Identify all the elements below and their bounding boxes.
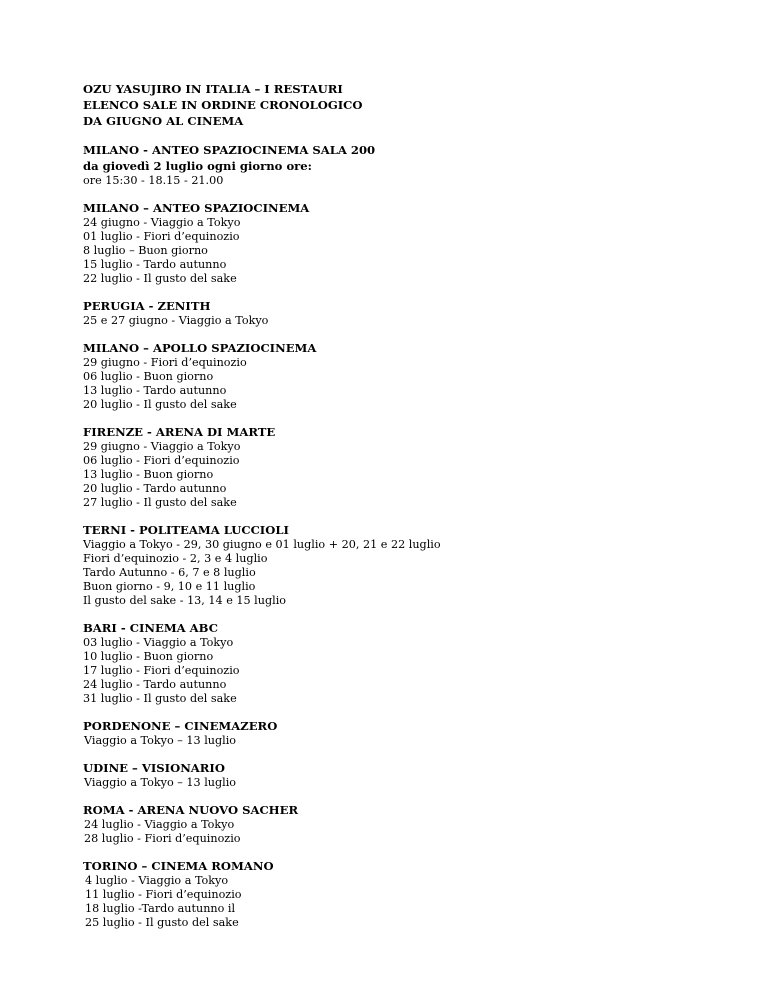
schedule-entry: 01 luglio - Fiori d’equinozio: [83, 230, 240, 243]
schedule-entry: Viaggio a Tokyo - 29, 30 giugno e 01 luglio + 20, 21 e 22 luglio: [83, 538, 441, 551]
schedule-entry: 24 giugno - Viaggio a Tokyo: [83, 216, 241, 229]
schedule-entry: Viaggio a Tokyo – 13 luglio: [84, 776, 237, 789]
section-title: PORDENONE – CINEMAZERO: [83, 719, 278, 733]
schedule-entry: 24 luglio - Tardo autunno: [83, 678, 227, 691]
section-title: UDINE – VISIONARIO: [83, 761, 225, 775]
section-title: ROMA - ARENA NUOVO SACHER: [83, 803, 299, 817]
header-subtitle: ELENCO SALE IN ORDINE CRONOLOGICO: [83, 98, 363, 112]
schedule-entry: Il gusto del sake - 13, 14 e 15 luglio: [83, 594, 287, 607]
section-terni-politeama: [83, 522, 723, 608]
schedule-entry: 25 e 27 giugno - Viaggio a Tokyo: [83, 314, 269, 327]
schedule-entry: 25 luglio - Il gusto del sake: [85, 916, 239, 929]
section-title: MILANO – APOLLO SPAZIOCINEMA: [83, 341, 317, 355]
schedule-entry: 15 luglio - Tardo autunno: [83, 258, 227, 271]
section-title: BARI - CINEMA ABC: [83, 621, 218, 635]
schedule-entry: Buon giorno - 9, 10 e 11 luglio: [83, 580, 256, 593]
schedule-entry: 18 luglio -Tardo autunno il: [85, 902, 236, 915]
section-title: FIRENZE - ARENA DI MARTE: [83, 425, 276, 439]
section-milano-anteo: [83, 200, 723, 286]
schedule-entry: 24 luglio - Viaggio a Tokyo: [84, 818, 235, 831]
schedule-entry: 29 giugno - Fiori d’equinozio: [83, 356, 247, 369]
section-roma-nuovo-sacher: [83, 802, 723, 846]
schedule-entry: 28 luglio - Fiori d’equinozio: [84, 832, 241, 845]
schedule-entry: 17 luglio - Fiori d’equinozio: [83, 664, 240, 677]
schedule-entry: 20 luglio - Il gusto del sake: [83, 398, 237, 411]
schedule-entry: 13 luglio - Buon giorno: [83, 468, 214, 481]
section-subtitle: da giovedì 2 luglio ogni giorno ore:: [83, 159, 312, 173]
section-udine-visionario: [83, 760, 723, 790]
schedule-entry: ore 15:30 - 18.15 - 21.00: [83, 174, 224, 187]
schedule-entry: Viaggio a Tokyo – 13 luglio: [84, 734, 237, 747]
schedule-entry: 06 luglio - Fiori d’equinozio: [83, 454, 240, 467]
document-header: [83, 81, 723, 129]
section-milano-apollo: [83, 340, 723, 412]
schedule-entry: 13 luglio - Tardo autunno: [83, 384, 227, 397]
section-title: PERUGIA - ZENITH: [83, 299, 211, 313]
schedule-entry: 29 giugno - Viaggio a Tokyo: [83, 440, 241, 453]
schedule-entry: Tardo Autunno - 6, 7 e 8 luglio: [83, 566, 256, 579]
schedule-entry: 4 luglio - Viaggio a Tokyo: [85, 874, 229, 887]
schedule-entry: 20 luglio - Tardo autunno: [83, 482, 227, 495]
section-title: MILANO – ANTEO SPAZIOCINEMA: [83, 201, 310, 215]
document-page: [83, 81, 723, 942]
schedule-entry: 8 luglio – Buon giorno: [83, 244, 208, 257]
schedule-entry: 10 luglio - Buon giorno: [83, 650, 214, 663]
header-period: DA GIUGNO AL CINEMA: [83, 114, 244, 128]
schedule-entry: 11 luglio - Fiori d’equinozio: [85, 888, 242, 901]
section-bari-cinema-abc: [83, 620, 723, 706]
schedule-entry: 03 luglio - Viaggio a Tokyo: [83, 636, 234, 649]
section-title: MILANO - ANTEO SPAZIOCINEMA SALA 200: [83, 143, 376, 157]
section-torino-cinema-romano: [83, 858, 723, 930]
schedule-entry: 06 luglio - Buon giorno: [83, 370, 214, 383]
header-title: OZU YASUJIRO IN ITALIA – I RESTAURI: [83, 82, 343, 96]
section-title: TORINO – CINEMA ROMANO: [83, 859, 274, 873]
schedule-entry: Fiori d’equinozio - 2, 3 e 4 luglio: [83, 552, 268, 565]
schedule-entry: 22 luglio - Il gusto del sake: [83, 272, 237, 285]
section-milano-anteo-sala-200: [83, 142, 723, 188]
section-title: TERNI - POLITEAMA LUCCIOLI: [83, 523, 289, 537]
section-firenze-arena-di-marte: [83, 424, 723, 510]
schedule-entry: 27 luglio - Il gusto del sake: [83, 496, 237, 509]
schedule-entry: 31 luglio - Il gusto del sake: [83, 692, 237, 705]
section-perugia-zenith: [83, 298, 723, 328]
section-pordenone-cinemazero: [83, 718, 723, 748]
